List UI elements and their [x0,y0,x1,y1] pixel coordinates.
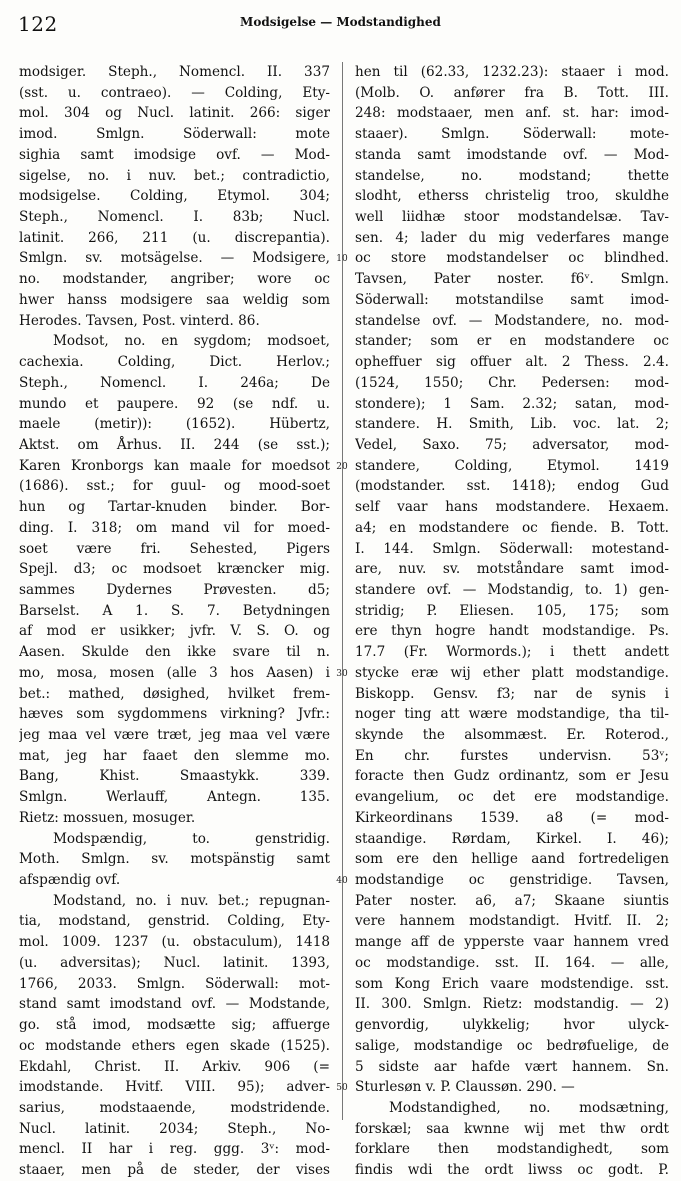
text-line: oc store modstandelser oc blindhed. [355,250,669,267]
text-line: (1686). sst.; for guul- og mood-soet [19,478,330,495]
text-line: skynde the alsommæst. Er. Roterod., [355,727,669,743]
text-line: 248: modstaaer, men anf. st. har: imod- [355,105,669,122]
text-line: maele (metir)): (1652). Hübertz, [19,416,330,433]
text-line: (u. adversitas); Nucl. latinit. 1393, [19,954,330,971]
text-line: standelse ovf. — Modstandere, no. mod- [355,312,669,329]
text-line: Modstandighed, no. modsætning, [389,1099,669,1116]
text-line: Modsot, no. en sygdom; modsoet, [53,333,330,350]
text-line: Modspændig, to. genstridig. [53,830,330,847]
text-line: Vedel, Saxo. 75; adversator, mod- [355,436,669,453]
text-line: Steph., Nomencl. I. 83b; Nucl. [19,209,330,226]
text-line: Ekdahl, Christ. II. Arkiv. 906 (= [19,1058,330,1075]
text-line: standelse, no. modstand; thette [355,167,669,184]
text-line: stridig; P. Eliesen. 105, 175; som [355,602,669,619]
text-line: Smlgn. Werlauff, Antegn. 135. [19,789,330,806]
text-line: afspændig ovf. [19,872,121,889]
text-line: ding. I. 318; om mand vil for moed- [19,519,330,536]
text-line: salige, modstandige oc bedrøfuelige, de [355,1037,669,1054]
line-number: 10 [336,254,348,265]
text-line: soet være fri. Sehested, Pigers [19,540,330,557]
line-number: 50 [336,1083,348,1094]
text-line: Nucl. latinit. 2034; Steph., No- [19,1120,330,1137]
text-line: forklare then modstandighedt, som [355,1141,669,1158]
text-line: stycke eræ wij ether platt modstandige. [355,664,669,681]
text-line: self vaar hans modstandere. Hexaem. [355,499,669,516]
text-line: Rietz: mossuen, mosuger. [19,809,196,826]
text-line: opheffuer sig offuer alt. 2 Thess. 2.4. [355,354,669,371]
text-line: Bang, Khist. Smaastykk. 339. [19,768,330,785]
text-line: standere ovf. — Modstandig, to. 1) gen- [355,581,669,598]
text-line: Kirkeordinans 1539. a8 (= mod- [355,809,669,826]
page-number: 122 [18,12,58,36]
text-line: cachexia. Colding, Dict. Herlov.; [19,354,330,371]
line-number: 20 [336,461,348,472]
line-number: 30 [336,668,348,679]
text-line: standa samt imodstande ovf. — Mod- [355,146,669,163]
text-line: staaer, men på de steder, der vises [19,1162,330,1179]
text-line: stander; som er en modstandere oc [355,333,669,350]
text-line: stondere); 1 Sam. 2.32; satan, mod- [355,395,669,412]
text-line: bet.: mathed, døsighed, hvilket frem- [19,685,330,702]
text-line: oc modstandige. sst. II. 164. — alle, [355,954,669,971]
text-line: standere. H. Smith, Lib. voc. lat. 2; [355,416,669,433]
text-line: hun og Tartar-knuden binder. Bor- [19,499,330,516]
text-line: mange aff de ypperste vaar hannem vred [355,934,669,951]
text-line: En chr. furstes undervisn. 53ᵛ; [355,747,669,764]
text-line: no. modstander, angriber; wore oc [19,271,330,288]
text-line: imodstande. Hvitf. VIII. 95); adver- [19,1079,330,1096]
text-line: Karen Kronborgs kan maale for moedsot [19,457,330,474]
text-line: sammes Dydernes Prøvesten. d5; [19,581,330,598]
text-line: modstandige oc genstridige. Tavsen, [355,872,669,889]
text-line: modsiger. Steph., Nomencl. II. 337 [19,64,330,80]
text-line: mo, mosa, mosen (alle 3 hos Aasen) i [19,664,330,681]
text-line: Barselst. A 1. S. 7. Betydningen [19,602,330,619]
text-line: jeg maa vel være træt, jeg maa vel være [19,727,330,743]
text-line: slodht, etherss christelig troo, skuldhe [355,188,669,205]
text-line: Moth. Smlgn. sv. motspänstig samt [19,851,330,868]
text-line: som Kong Erich vaare modstendige. sst. [355,975,669,992]
right-column [355,62,669,1181]
text-line: staaer). Smlgn. Söderwall: mote- [355,126,669,143]
column-rule [342,62,343,1120]
text-line: go. stå imod, modsætte sig; affuerge [19,1017,330,1034]
running-head: Modsigelse — Modstandighed [240,15,441,29]
text-line: ere thyn hogre handt modstandige. Ps. [355,623,669,640]
text-line: 1766, 2033. Smlgn. Söderwall: mot- [19,975,330,992]
line-number: 40 [336,876,348,887]
text-line: sarius, modstaaende, modstridende. [19,1099,330,1116]
text-line: tia, modstand, genstrid. Colding, Ety- [19,913,330,930]
text-line: mat, jeg har faaet den slemme mo. [19,747,330,764]
text-line: som ere den hellige aand fortredeligen [355,851,669,868]
text-line: standere, Colding, Etymol. 1419 [355,457,669,474]
text-line: findis wdi the ordt liwss oc godt. P. [355,1162,669,1179]
text-line: genvordig, ulykkelig; hvor ulyck- [355,1017,669,1034]
text-line: 17.7 (Fr. Wormords.); i thett andett [355,644,669,661]
text-line: Steph., Nomencl. I. 246a; De [19,374,330,391]
text-line: Aasen. Skulde den ikke svare til n. [19,644,330,661]
text-line: modsigelse. Colding, Etymol. 304; [19,188,330,205]
text-line: Smlgn. sv. motsägelse. — Modsigere, [19,250,330,267]
text-line: Pater noster. a6, a7; Skaane siuntis [355,892,669,909]
left-column [19,62,330,1181]
text-line: Spejl. d3; oc modsoet kræncker mig. [19,561,330,578]
text-line: foracte then Gudz ordinantz, som er Jesu [355,768,669,785]
text-line: imod. Smlgn. Söderwall: mote [19,126,330,143]
text-line: (1524, 1550; Chr. Pedersen: mod- [355,374,669,391]
text-line: (modstander. sst. 1418); endog Gud [355,478,669,495]
text-line: (sst. u. contraeo). — Colding, Ety- [19,84,330,101]
text-line: Aktst. om Århus. II. 244 (se sst.); [19,436,330,453]
text-line: latinit. 266, 211 (u. discrepantia). [19,229,330,246]
text-line: oc modstande ethers egen skade (1525). [19,1037,330,1054]
text-line: I. 144. Smlgn. Söderwall: motestand- [355,540,669,557]
text-line: sighia samt imodsige ovf. — Mod- [19,146,330,163]
text-line: are, nuv. sv. motståndare samt imod- [355,561,669,578]
text-line: a4; en modstandere oc fiende. B. Tott. [355,519,669,536]
text-line: vere hannem modstandigt. Hvitf. II. 2; [355,913,669,930]
text-line: Sturlesøn v. P. Claussøn. 290. — [355,1079,575,1096]
text-line: noger ting att wære modstandige, tha til- [355,706,669,723]
text-line: mol. 1009. 1237 (u. obstaculum), 1418 [19,934,330,951]
text-line: Biskopp. Gensv. f3; nar de synis i [355,685,669,702]
text-line: staandige. Rørdam, Kirkel. I. 46); [355,830,669,847]
text-line: Tavsen, Pater noster. f6ᵛ. Smlgn. [355,271,669,288]
text-line: sigelse, no. i nuv. bet.; contradictio, [19,167,330,184]
text-line: hwer hanss modsigere saa weldig som [19,291,330,308]
text-line: mundo et paupere. 92 (se ndf. u. [19,395,330,412]
text-line: stand samt imodstand ovf. — Modstande, [19,996,330,1013]
text-line: Herodes. Tavsen, Post. vinterd. 86. [19,312,260,329]
text-line: evangelium, oc det ere modstandige. [355,789,669,806]
text-line: hæves som sygdommens virkning? Jvfr.: [19,706,330,723]
page-header [0,0,681,50]
text-line: sen. 4; lader du mig vederfares mange [355,229,669,246]
text-line: II. 300. Smlgn. Rietz: modstandig. — 2) [355,996,669,1013]
text-line: mencl. II har i reg. ggg. 3ᵛ: mod- [19,1141,330,1158]
text-line: well liidhæ stoor modstandelsæ. Tav- [355,209,669,226]
text-line: 5 sidste aar hafde vært hannem. Sn. [355,1058,669,1075]
text-line: (Molb. O. anfører fra B. Tott. III. [355,84,669,101]
text-line: mol. 304 og Nucl. latinit. 266: siger [19,105,330,122]
text-line: forskæl; saa kwnne wij met thw ordt [355,1120,669,1137]
text-line: af mod er usikker; jvfr. V. S. O. og [19,623,330,640]
text-line: hen til (62.33, 1232.23): staaer i mod. [355,64,669,80]
text-line: Modstand, no. i nuv. bet.; repugnan- [53,892,330,909]
text-line: Söderwall: motstandilse samt imod- [355,291,669,308]
